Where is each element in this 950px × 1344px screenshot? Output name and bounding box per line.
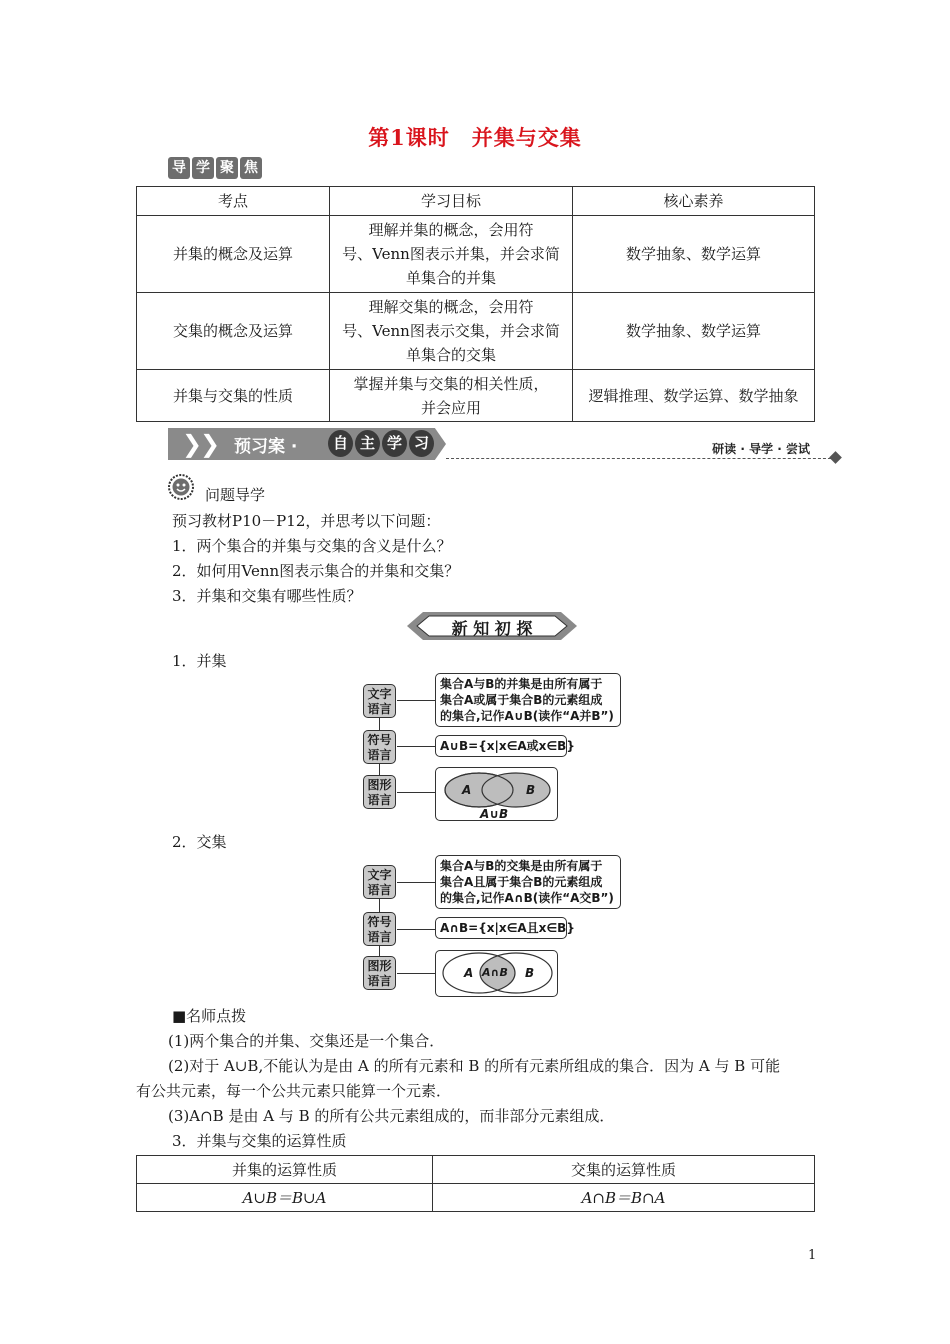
focus-banner-char: 学 (192, 157, 214, 179)
table-header: 并集的运算性质 (137, 1156, 433, 1184)
union-venn-box (435, 767, 558, 821)
cell-line: 号、Venn图表示交集，并会求简 (342, 322, 560, 340)
ops-heading: 3．并集与交集的运算性质 (172, 1132, 347, 1150)
question-3: 3．并集和交集有哪些性质？ (172, 587, 362, 605)
table-header: 考点 (137, 187, 330, 216)
chevron-right-icon: ❯ (200, 430, 221, 458)
cell-line: 号、Venn图表示并集，并会求简 (342, 245, 560, 263)
focus-banner-char: 聚 (216, 157, 238, 179)
table-header: 交集的运算性质 (433, 1156, 815, 1184)
table-row (137, 1184, 815, 1212)
node-symbol-language: 符号语言 (363, 730, 396, 764)
union-text-box (435, 673, 621, 727)
table-cell: 并集与交集的性质 (137, 370, 330, 422)
table-cell (330, 293, 573, 370)
page-title: 第1课时 并集与交集 (368, 125, 582, 150)
table-cell: 数学抽象、数学运算 (573, 293, 815, 370)
section-banner (168, 428, 840, 462)
venn-label-b: B (526, 783, 536, 797)
cell-line: 单集合的交集 (405, 346, 496, 364)
section-char: 习 (409, 430, 434, 457)
table-header: 核心素养 (573, 187, 815, 216)
section-char: 自 (328, 430, 353, 457)
section-char: 学 (382, 430, 407, 457)
connector-line (397, 792, 435, 793)
section-label-secondary (328, 430, 434, 457)
intersection-heading: 2．交集 (172, 833, 227, 851)
smiley-icon (168, 474, 194, 500)
venn-label-intersection: A∩B (482, 966, 508, 979)
preview-heading: 问题导学 (205, 486, 266, 504)
table-cell: 数学抽象、数学运算 (573, 216, 815, 293)
table-row (137, 370, 815, 422)
connector-line (397, 929, 435, 930)
tip-2-line-2: 有公共元素，每一个公共元素只能算一个元素． (136, 1082, 452, 1100)
section-label-text: 预习案 (234, 437, 285, 457)
box-line: 的集合,记作A∪B(读作“A并B”) (440, 709, 614, 723)
cell-line: 单集合的并集 (405, 269, 496, 287)
chevron-right-icon: ❯ (182, 430, 203, 458)
box-line: 集合A且属于集合B的元素组成 (440, 875, 603, 889)
page-number: 1 (808, 1248, 817, 1263)
cell-line: 理解交集的概念，会用符 (368, 298, 534, 316)
table-header: 学习目标 (330, 187, 573, 216)
question-1: 1．两个集合的并集与交集的含义是什么？ (172, 537, 452, 555)
tip-1: (1)两个集合的并集、交集还是一个集合． (168, 1032, 445, 1050)
table-header-row (137, 1156, 815, 1184)
ops-table (136, 1155, 815, 1212)
union-heading: 1．并集 (172, 652, 227, 670)
venn-label-b: B (525, 966, 535, 980)
table-cell: 逻辑推理、数学运算、数学抽象 (573, 370, 815, 422)
node-text-language: 文字语言 (363, 865, 396, 899)
connector-line (397, 746, 435, 747)
tip-3: (3)A∩B 是由 A 与 B 的所有公共元素组成的，而非部分元素组成． (168, 1107, 615, 1125)
goals-table (136, 186, 815, 422)
cell-line: 理解并集的概念，会用符 (368, 221, 534, 239)
table-cell: A∩B＝B∩A (433, 1184, 815, 1212)
table-cell (330, 370, 573, 422)
connector-line (397, 700, 435, 701)
intersection-venn-box (435, 950, 558, 997)
venn-label-a: A (462, 783, 472, 797)
box-line: 集合A与B的并集是由所有属于 (440, 677, 603, 691)
table-cell: 交集的概念及运算 (137, 293, 330, 370)
section-divider (446, 458, 836, 459)
node-graphic-language: 图形语言 (363, 956, 396, 990)
focus-banner (168, 157, 262, 179)
new-knowledge-banner (407, 610, 577, 642)
table-cell (330, 216, 573, 293)
venn-label-a: A (464, 966, 474, 980)
intersection-symbol-box: A∩B={x|x∈A且x∈B} (435, 917, 567, 939)
tips-heading: ■名师点拨 (172, 1007, 247, 1025)
cell-line: 并会应用 (420, 398, 481, 417)
box-line: 的集合,记作A∩B(读作“A交B”) (440, 891, 614, 905)
focus-banner-char: 焦 (240, 157, 262, 179)
question-2: 2．如何用Venn图表示集合的并集和交集？ (172, 562, 460, 580)
union-symbol-box: A∪B={x|x∈A或x∈B} (435, 735, 567, 757)
intersection-text-box (435, 855, 621, 909)
section-label (234, 432, 297, 457)
venn-caption: A∪B (480, 807, 509, 821)
cell-line: 掌握并集与交集的相关性质， (353, 374, 549, 393)
section-right-label: 研读 · 导学 · 尝试 (712, 442, 810, 456)
node-text-language: 文字语言 (363, 684, 396, 718)
connector-line (397, 882, 435, 883)
new-knowledge-label: 新 知 初 探 (451, 619, 533, 638)
section-char: 主 (355, 430, 380, 457)
node-symbol-language: 符号语言 (363, 912, 396, 946)
table-row (137, 293, 815, 370)
box-line: 集合A与B的交集是由所有属于 (440, 859, 603, 873)
preview-intro: 预习教材P10－P12，并思考以下问题： (172, 512, 441, 530)
node-graphic-language: 图形语言 (363, 775, 396, 809)
section-dot: · (290, 437, 298, 457)
table-header-row (137, 187, 815, 216)
table-cell: A∪B＝B∪A (137, 1184, 433, 1212)
focus-banner-char: 导 (168, 157, 190, 179)
connector-line (397, 973, 435, 974)
diamond-icon (829, 451, 842, 464)
box-line: 集合A或属于集合B的元素组成 (440, 693, 603, 707)
table-row (137, 216, 815, 293)
tip-2-line-1: (2)对于 A∪B,不能认为是由 A 的所有元素和 B 的所有元素所组成的集合．因为 A 与 B 可能 (168, 1057, 781, 1075)
table-cell: 并集的概念及运算 (137, 216, 330, 293)
